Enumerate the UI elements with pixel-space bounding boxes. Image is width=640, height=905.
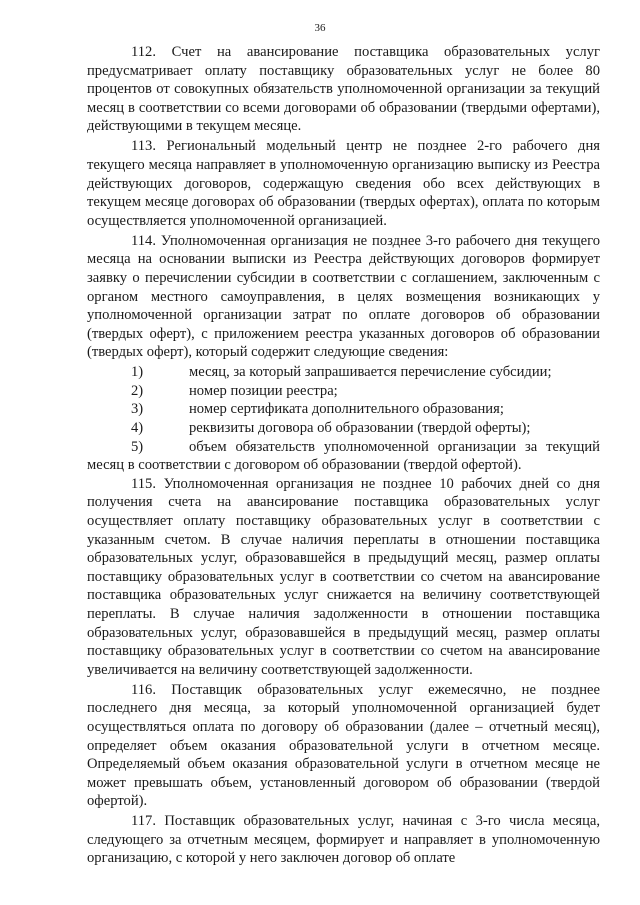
paragraph-115: 115. Уполномоченная организация не позднее 10 рабочих дней со дня получения счета на авансирование поставщика образовательных услуг осуществляет оплату поставщику образовательных услуг в соответствии с указанным счетом. В случае наличия переплаты в отношении поставщика образовательных услуг, образовавшейся в предыдущий месяц, размер оплаты поставщику образовательных услуг в соответствии со счетом на авансирование поставщика образовательных услуг снижается на величину соответствующей переплаты. В случае наличия задолженности в отношении поставщика образовательных услуг, образовавшейся в предыдущий месяц, размер оплаты поставщику образовательных услуг в соответствии со счетом на авансирование увеличивается на величину соответствующей задолженности. <box>87 475 600 678</box>
list-item-4 <box>87 419 600 438</box>
list-item-text: номер позиции реестра; <box>189 382 338 399</box>
page-number: 36 <box>314 22 326 34</box>
list-item-number: 4) <box>131 420 144 437</box>
list-item-number: 2) <box>131 382 144 399</box>
list-item-2 <box>87 382 600 401</box>
list-item-1 <box>87 363 600 382</box>
list-item-number: 5) <box>131 438 144 455</box>
paragraph-116: 116. Поставщик образовательных услуг ежемесячно, не позднее последнего дня месяца, за который уполномоченной организацией будет осуществляться оплата по договору об образовании (далее – отчетный месяц), определяет объем оказания образовательной услуги в отчетном месяце. Определяемый объем оказания образовательной услуги в отчетном месяце не может превышать объем, установленный договором об образовании (твердой офертой). <box>87 681 600 810</box>
list-item-text: объем обязательств уполномоченной организации за текущий месяц в соответствии с договором об образовании (твердой офертой). <box>87 438 600 474</box>
paragraph-113: 113. Региональный модельный центр не позднее 2-го рабочего дня текущего месяца направляет в уполномоченную организацию выписку из Реестра действующих договоров, содержащую сведения обо всех действующих в текущем месяце договорах об образовании (твердых офертах), оплата по которым осуществляется уполномоченной организацией. <box>87 138 600 229</box>
list-item-5 <box>87 438 600 475</box>
list-item-text: реквизиты договора об образовании (твердой оферты); <box>189 420 531 437</box>
list-item-text: месяц, за который запрашивается перечисление субсидии; <box>189 364 552 381</box>
list-item-number: 3) <box>131 401 144 418</box>
paragraph-114: 114. Уполномоченная организация не позднее 3-го рабочего дня текущего месяца на основании выписки из Реестра действующих договоров формирует заявку о перечислении субсидии в соответствии с соглашением, заключенным с органом местного самоуправления, в целях возмещения возникающих у уполномоченной организации затрат по оплате договоров об образовании (твердых оферт), с приложением реестра указанных договоров об образовании (твердых оферт), который содержит следующие сведения: <box>87 232 600 361</box>
paragraph-117: 117. Поставщик образовательных услуг, начиная с 3-го числа месяца, следующего за отчетным месяцем, формирует и направляет в уполномоченную организацию, с которой у него заключен договор об оплате <box>87 813 600 867</box>
list-item-text: номер сертификата дополнительного образования; <box>189 401 504 418</box>
list-item-3 <box>87 400 600 419</box>
document-body <box>87 43 600 869</box>
list-item-number: 1) <box>131 364 144 381</box>
paragraph-112: 112. Счет на авансирование поставщика образовательных услуг предусматривает оплату поставщику образовательных услуг не более 80 процентов от совокупных обязательств уполномоченной организации за текущий месяц в соответствии со всеми договорами об образовании (твердыми офертами), действующими в текущем месяце. <box>87 44 600 135</box>
